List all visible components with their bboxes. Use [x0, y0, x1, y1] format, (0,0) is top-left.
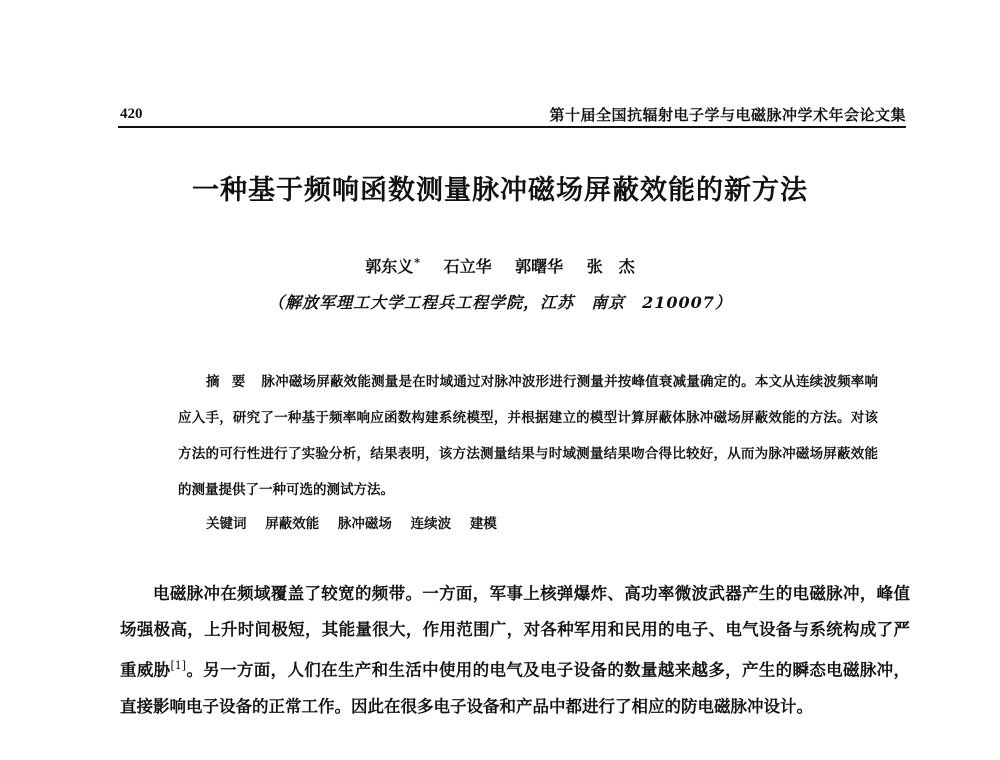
- author-list: [0, 254, 1000, 277]
- author-name: 郭东义: [365, 257, 414, 276]
- author-name: 郭曙华: [515, 257, 564, 276]
- abstract-text: 脉冲磁场屏蔽效能测量是在时域通过对脉冲波形进行测量并按峰值衰减量确定的。本文从连续波频率响应入手，研究了一种基于频率响应函数构建系统模型，并根据建立的模型计算屏蔽体脉冲磁场屏蔽效能的方法。对该方法的可行性进行了实验分析，结果表明，该方法测量结果与时域测量结果吻合得比较好，从而为脉冲磁场屏蔽效能的测量提供了一种可选的测试方法。: [178, 374, 879, 498]
- keyword-item: 脉冲磁场: [337, 516, 392, 532]
- body-text-part-2: 。另一方面，人们在生产和生活中使用的电气及电子设备的数量越来越多，产生的瞬态电磁脉冲，直接影响电子设备的正常工作。因此在很多电子设备和产品中都进行了相应的防电磁脉冲设计。: [120, 660, 911, 716]
- affiliation: （解放军理工大学工程兵工程学院，江苏 南京 210007）: [268, 293, 732, 312]
- keyword-item: 连续波: [410, 516, 452, 532]
- keywords-label: 关键词: [206, 516, 247, 532]
- keyword-item: 屏蔽效能: [265, 516, 320, 532]
- body-text-part-1: 电磁脉冲在频域覆盖了较宽的频带。一方面，军事上核弹爆炸、高功率微波武器产生的电磁脉冲，峰值场强极高，上升时间极短，其能量很大，作用范围广，对各种军用和民用的电子、电气设备与系统构成了严重威胁: [120, 584, 910, 680]
- body-paragraph: [120, 576, 910, 725]
- paper-title: 一种基于频响函数测量脉冲磁场屏蔽效能的新方法: [192, 175, 808, 206]
- author-1: [365, 254, 420, 277]
- corresponding-author-mark: *: [414, 255, 420, 269]
- proceedings-name: 第十届全国抗辐射电子学与电磁脉冲学术年会论文集: [549, 106, 906, 124]
- author-name: 石立华: [443, 257, 492, 276]
- citation-reference[interactable]: [1]: [170, 659, 187, 672]
- keywords: [206, 512, 846, 532]
- author-2: [444, 254, 492, 277]
- abstract-label: 摘要: [206, 374, 258, 390]
- author-4: [587, 254, 635, 277]
- abstract: [178, 364, 878, 508]
- author-name: 张 杰: [586, 257, 635, 276]
- page-number: 420: [120, 106, 143, 122]
- author-3: [515, 254, 563, 277]
- running-header: [118, 102, 906, 128]
- keyword-item: 建模: [469, 516, 497, 532]
